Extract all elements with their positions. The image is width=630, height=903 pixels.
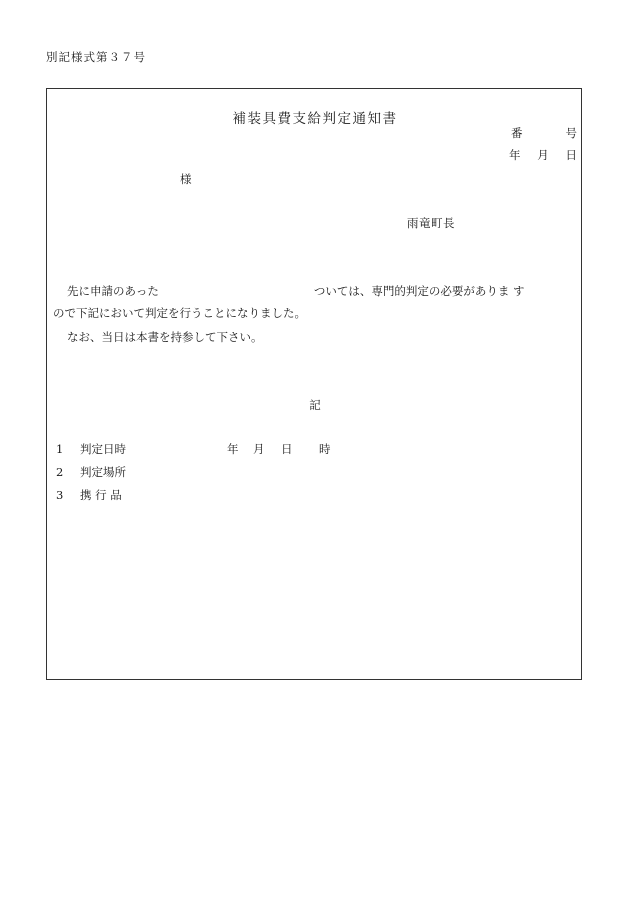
issue-date-day: 日 [565, 148, 577, 162]
judgment-datetime [227, 441, 331, 457]
judgment-day: 日 [281, 442, 293, 456]
item-label: 携 行 品 [80, 488, 122, 502]
item-number: 3 [56, 488, 64, 502]
addressee-suffix: 様 [180, 172, 192, 186]
document-title: 補装具費支給判定通知書 [232, 111, 398, 127]
judgment-hour: 時 [319, 442, 331, 456]
judgment-year: 年 [227, 442, 239, 456]
item-number: 2 [56, 465, 64, 479]
list-item [56, 441, 126, 457]
number-suffix: 号 [565, 126, 577, 140]
issue-date-year: 年 [509, 148, 521, 162]
document-number [511, 125, 577, 141]
list-item [56, 487, 122, 503]
item-label: 判定日時 [80, 442, 126, 456]
item-number: 1 [56, 442, 64, 456]
form-number: 別記様式第３７号 [46, 50, 146, 64]
issue-date [509, 147, 577, 163]
document-frame [46, 88, 582, 680]
ki-heading: 記 [309, 398, 321, 412]
body-line-3: なお、当日は本書を持参して下さい。 [67, 330, 263, 344]
number-label: 番 [511, 126, 523, 140]
body-line-1 [67, 283, 579, 299]
item-label: 判定場所 [80, 465, 126, 479]
body-line-2: ので下記において判定を行うことになりました。 [53, 306, 306, 320]
body-line-1-suffix: ついては、専門的判定の必要がありま す [313, 284, 525, 298]
issue-date-month: 月 [537, 148, 549, 162]
list-item [56, 464, 126, 480]
body-line-1-prefix: 先に申請のあった [67, 284, 159, 298]
sender: 雨竜町長 [407, 216, 455, 230]
judgment-month: 月 [253, 442, 265, 456]
